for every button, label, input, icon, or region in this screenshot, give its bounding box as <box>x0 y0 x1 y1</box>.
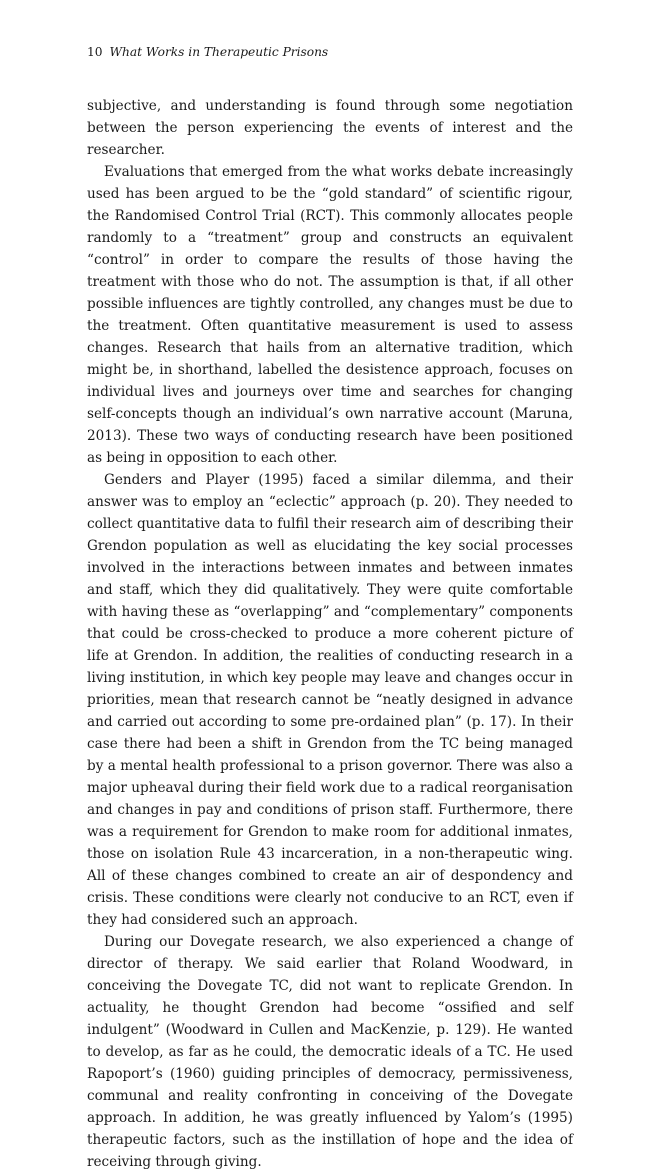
paragraph-continuation: subjective, and understanding is found through some negotiation between the person experiencing the events of interest and the researcher. <box>87 98 573 158</box>
running-head <box>87 44 328 60</box>
body-text <box>87 95 573 1173</box>
page-number: 10 <box>87 45 103 59</box>
paragraph-dovegate-research: During our Dovegate research, we also experienced a change of director of therapy. We said earlier that Roland Woodward, in conceiving the Dovegate TC, did not want to replicate Grendon. In actuality, he thought Grendon had become “ossified and self indulgent” (Woodward in Cullen and MacKenzie, p. 129). He wanted to develop, as far as he could, the democratic ideals of a TC. He used Rapoport’s (1960) guiding principles of democracy, permissiveness, communal and reality confronting in conceiving of the Dovegate approach. In addition, he was greatly influenced by Yalom’s (1995) therapeutic factors, such as the instillation of hope and the idea of receiving through giving. <box>87 934 573 1170</box>
paragraph-genders-and-player: Genders and Player (1995) faced a similar dilemma, and their answer was to employ an “eclectic” approach (p. 20). They needed to collect quantitative data to fulfil their research aim of describing their Grendon population as well as elucidating the key social processes involved in the interactions between inmates and between inmates and staff, which they did qualitatively. They were quite comfortable with having these as “overlapping” and “complementary” components that could be cross-checked to produce a more coherent picture of life at Grendon. In addition, the realities of conducting research in a living institution, in which key people may leave and changes occur in priorities, mean that research cannot be “neatly designed in advance and carried out according to some pre-ordained plan” (p. 17). In their case there had been a shift in Grendon from the TC being managed by a mental health professional to a prison governor. There was also a major upheaval during their field work due to a radical reorganisation and changes in pay and conditions of prison staff. Furthermore, there was a requirement for Grendon to make room for additional inmates, those on isolation Rule 43 incarceration, in a non-therapeutic wing. All of these changes combined to create an air of despondency and crisis. These conditions were clearly not conducive to an RCT, even if they had considered such an approach. <box>87 472 573 928</box>
running-title: What Works in Therapeutic Prisons <box>109 45 329 59</box>
paragraph-evaluations: Evaluations that emerged from the what works debate increasingly used has been argued to be the “gold standard” of scientific rigour, the Randomised Control Trial (RCT). This commonly allocates people randomly to a “treatment” group and constructs an equivalent “control” in order to compare the results of those having the treatment with those who do not. The assumption is that, if all other possible influences are tightly controlled, any changes must be due to the treatment. Often quantitative measurement is used to assess changes. Research that hails from an alternative tradition, which might be, in shorthand, labelled the desistence approach, focuses on individual lives and journeys over time and searches for changing self-concepts though an individual’s own narrative account (Maruna, 2013). These two ways of conducting research have been positioned as being in opposition to each other. <box>87 164 573 466</box>
